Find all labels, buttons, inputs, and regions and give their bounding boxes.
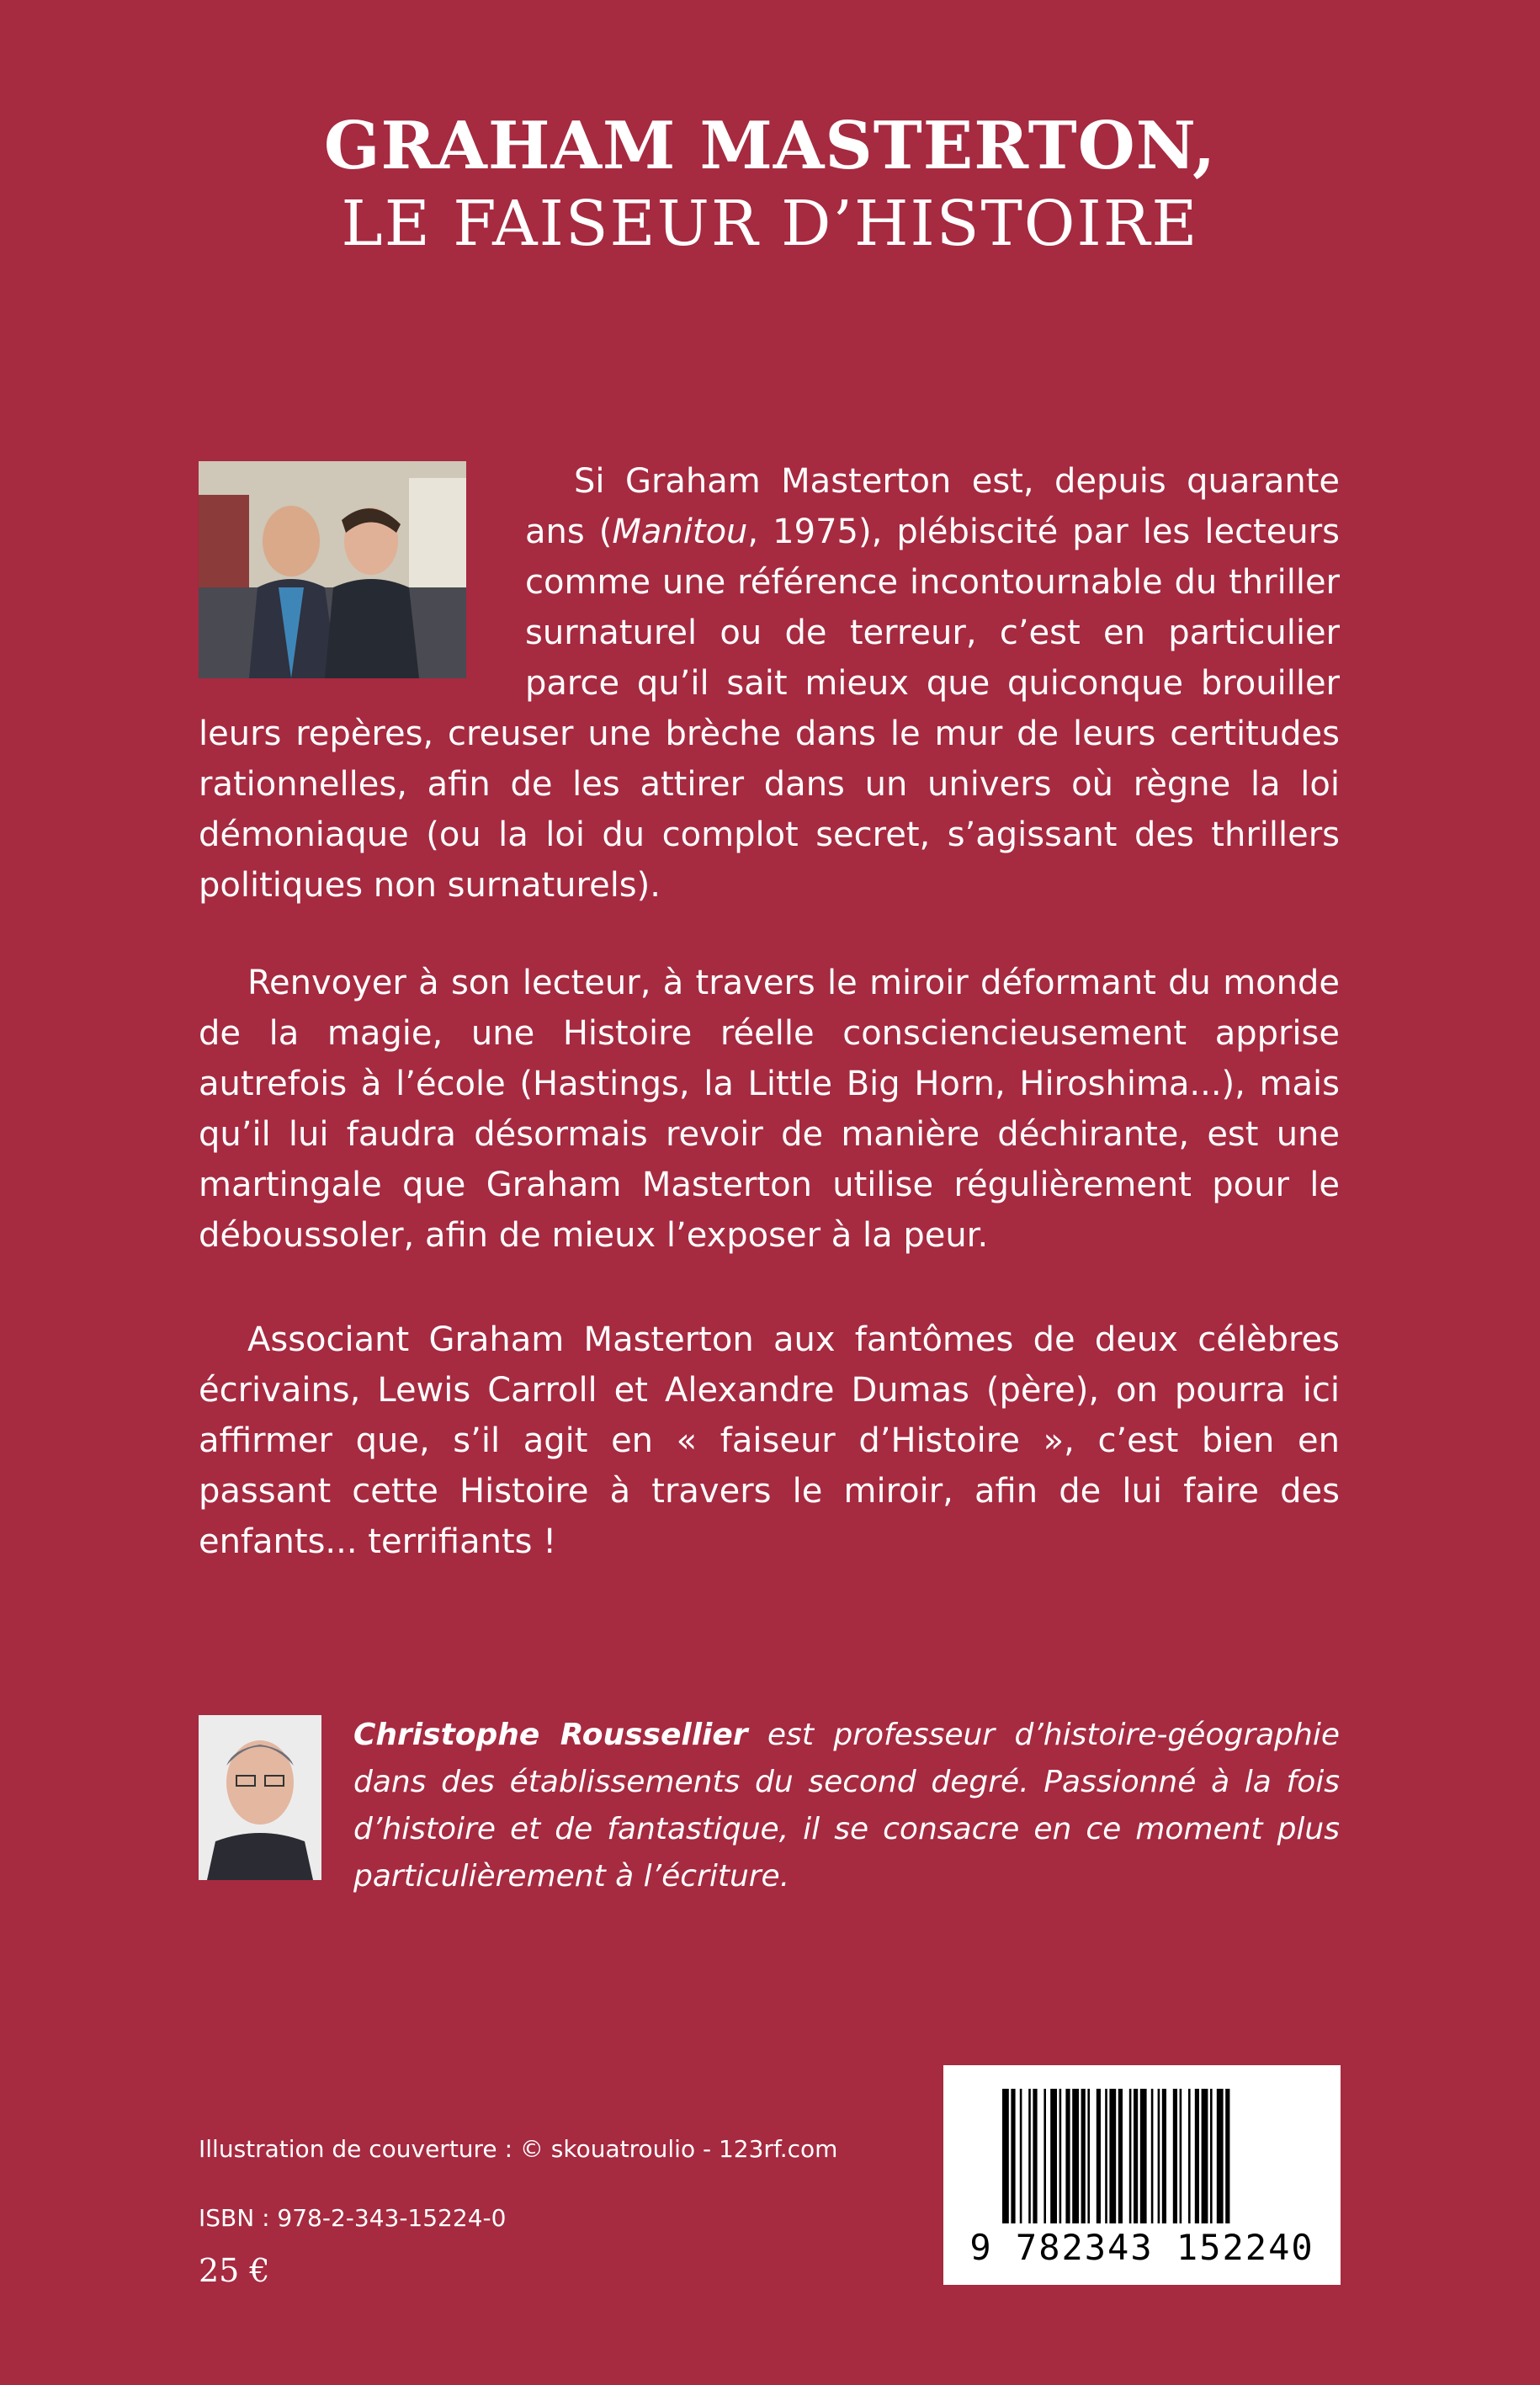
barcode-bar (1020, 2089, 1022, 2223)
barcode-bar (1087, 2089, 1090, 2223)
barcode-bar (1217, 2089, 1224, 2223)
paragraph-2-text: Renvoyer à son lecteur, à travers le miroir déformant du monde de la magie, une Histoire réelle consciencieusement apprise autrefois à l’école (Hastings, la Little Big Horn, Hiroshima...), mais qu’il lui faudra désormais revoir de manière déchirante, est une martingale que Graham Masterton utilise régulièrement pour le déboussoler, afin de mieux l’exposer à la peur. (199, 964, 1340, 1255)
barcode-bar (1202, 2089, 1208, 2223)
author-name: Christophe Roussellier (353, 1718, 748, 1752)
title-subtitle: LE FAISEUR D’HISTOIRE (341, 188, 1199, 260)
paragraph-3 (199, 1315, 1340, 1567)
barcode-bar (1059, 2089, 1062, 2223)
price: 25 € (199, 2252, 270, 2289)
author-bio: est professeur d’histoire-géographie dans des établissements du second degré. Passionné à la fois d’histoire et de fantastique, il se consacre en ce moment plus particulièrement à l’écriture. (353, 1718, 1340, 1894)
barcode-bar (1072, 2089, 1079, 2223)
isbn: ISBN : 978-2-343-15224-0 (199, 2204, 507, 2232)
author-block (199, 1712, 1340, 1900)
paragraph-1-book-title: Manitou (612, 513, 748, 551)
barcode-bar (1011, 2089, 1015, 2223)
barcode-bar (1158, 2089, 1160, 2223)
author-photo (199, 1715, 321, 1880)
barcode-bar (1109, 2089, 1116, 2223)
barcode-bar (1118, 2089, 1123, 2223)
barcode-bar (1134, 2089, 1138, 2223)
barcode-bar (1050, 2089, 1057, 2223)
barcode-bar (1105, 2089, 1107, 2223)
barcode-bar (1028, 2089, 1031, 2223)
barcode-bar (1188, 2089, 1191, 2223)
barcode-bar (1151, 2089, 1154, 2223)
paragraph-1-rest: , 1975), plébiscité par les lecteurs comme une référence incontournable du thriller surnaturel ou de terreur, c’est en particulier parce qu’il sait mieux que quiconque brouiller leurs repères, creuser une brèche dans le mur de leurs certitudes rationnelles, afin de les attirer dans un univers où règne la loi démoniaque (ou la loi du complot secret, s’agissant des thrillers politiques non surnaturels). (199, 513, 1340, 905)
title-main: GRAHAM MASTERTON, (323, 108, 1217, 184)
barcode-bar (1225, 2089, 1229, 2223)
paragraph-3-text: Associant Graham Masterton aux fantômes de deux célèbres écrivains, Lewis Carroll et Alexandre Dumas (père), on pourra ici affirmer que, s’il agit en « faiseur d’Histoire », c’est bien en passant cette Histoire à travers le miroir, afin de lui faire des enfants... terrifiants ! (199, 1320, 1340, 1561)
paragraph-1-start: Si Graham Masterton est, depuis quarante ans ( (525, 462, 1340, 551)
barcode-bar (1043, 2089, 1046, 2223)
photo-two-men-image (199, 461, 466, 678)
barcode-bar (1173, 2089, 1177, 2223)
author-photo-image (199, 1715, 321, 1880)
cover-credit: Illustration de couverture : © skouatroulio - 123rf.com (199, 2135, 838, 2163)
barcode-bar (1162, 2089, 1166, 2223)
barcode-bar (1180, 2089, 1182, 2223)
barcode-bar (1002, 2089, 1009, 2223)
barcode-bar (1129, 2089, 1132, 2223)
barcode-bar (1033, 2089, 1037, 2223)
paragraph-1 (199, 456, 1340, 911)
barcode (943, 2065, 1341, 2285)
barcode-digits: 9 782343 152240 (969, 2227, 1314, 2268)
title-block (0, 108, 1540, 263)
barcode-bar (1210, 2089, 1213, 2223)
barcode-bar (1065, 2089, 1070, 2223)
barcode-bars (943, 2065, 1341, 2225)
barcode-bar (1081, 2089, 1086, 2223)
barcode-bar (1195, 2089, 1199, 2223)
barcode-bar (1140, 2089, 1147, 2223)
photo-two-men (199, 461, 466, 678)
barcode-bar (1097, 2089, 1101, 2223)
paragraph-2 (199, 958, 1340, 1261)
